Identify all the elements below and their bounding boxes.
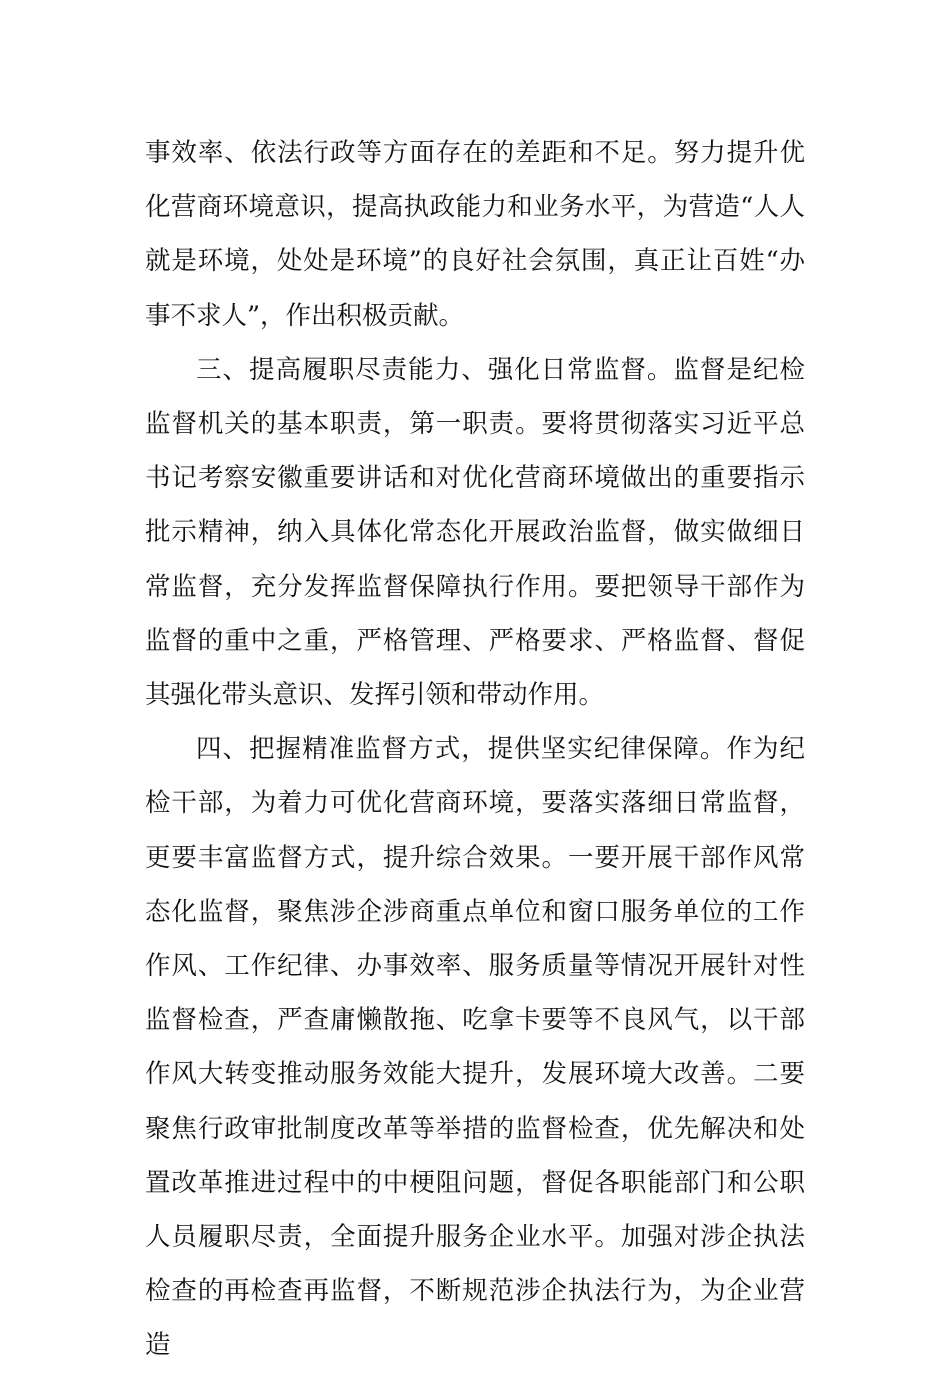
document-body bbox=[145, 126, 805, 1373]
paragraph-section-three: 三、提高履职尽责能力、强化日常监督。监督是纪检监督机关的基本职责，第一职责。要将贯彻落实习近平总书记考察安徽重要讲话和对优化营商环境做出的重要指示批示精神，纳入具体化常态化开展政治监督，做实做细日常监督，充分发挥监督保障执行作用。要把领导干部作为监督的重中之重，严格管理、严格要求、严格监督、督促其强化带头意识、发挥引领和带动作用。 bbox=[145, 354, 805, 711]
paragraph-continuation: 事效率、依法行政等方面存在的差距和不足。努力提升优化营商环境意识，提高执政能力和业务水平，为营造“人人就是环境，处处是环境”的良好社会氛围，真正让百姓“办事不求人”，作出积极贡献。 bbox=[145, 138, 805, 331]
paragraph-section-four: 四、把握精准监督方式，提供坚实纪律保障。作为纪检干部，为着力可优化营商环境，要落实落细日常监督，更要丰富监督方式，提升综合效果。一要开展干部作风常态化监督，聚焦涉企涉商重点单位和窗口服务单位的工作作风、工作纪律、办事效率、服务质量等情况开展针对性监督检查，严查庸懒散拖、吃拿卡要等不良风气，以干部作风大转变推动服务效能大提升，发展环境大改善。二要聚焦行政审批制度改革等举措的监督检查，优先解决和处置改革推进过程中的中梗阻问题，督促各职能部门和公职人员履职尽责，全面提升服务企业水平。加强对涉企执法检查的再检查再监督，不断规范涉企执法行为，为企业营造 bbox=[145, 734, 805, 1361]
